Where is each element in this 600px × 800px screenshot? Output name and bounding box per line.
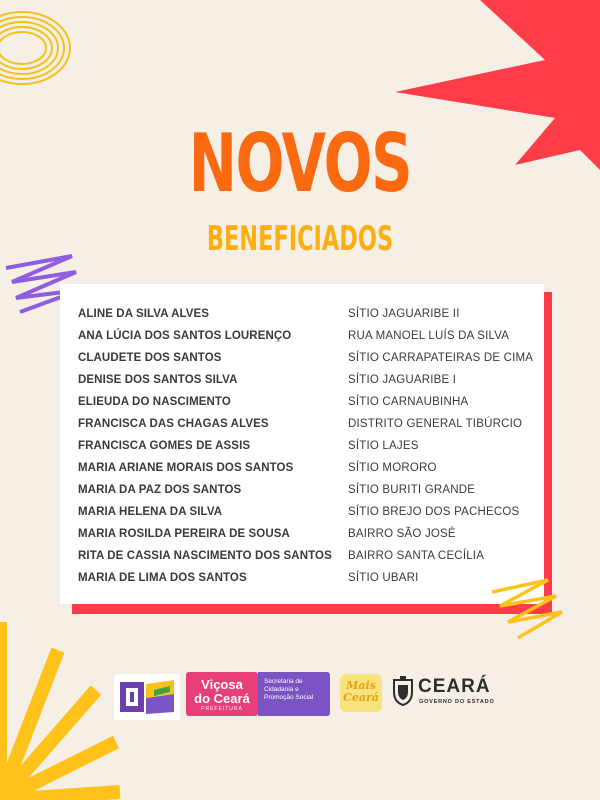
vicosa-line3: PREFEITURA [201,706,243,712]
secretaria-line2: Cidadania e [264,686,299,693]
yellow-zigzag-icon [492,580,562,638]
mais-ceara-line2: Ceará [343,691,379,704]
beneficiary-name: MARIA DE LIMA DOS SANTOS [78,572,247,584]
beneficiary-place: SÍTIO LAJES [348,440,419,452]
secretaria-line1: Secretaria de [264,678,303,685]
beneficiary-place: BAIRRO SÃO JOSÉ [348,528,456,540]
beneficiary-place: SÍTIO CARRAPATEIRAS DE CIMA [348,352,534,364]
beneficiary-name: RITA DE CASSIA NASCIMENTO DOS SANTOS [78,550,332,562]
secretaria-logo [258,672,330,716]
secretaria-line3: Promoção Social [264,694,314,701]
mais-ceara-logo [340,674,382,712]
beneficiary-name: ANA LÚCIA DOS SANTOS LOURENÇO [78,330,292,342]
vicosa-line2: do Ceará [194,691,250,706]
beneficiary-name: ALINE DA SILVA ALVES [78,308,210,320]
gov-ceara-subtitle: GOVERNO DO ESTADO [419,699,495,705]
vicosa-line1: Viçosa [201,677,243,692]
beneficiary-place: BAIRRO SANTA CECÍLIA [348,550,485,562]
page-subtitle: BENEFICIADOS [206,219,394,259]
beneficiary-place: SÍTIO UBARI [348,572,419,584]
municipal-emblem-logo [114,674,180,720]
beneficiary-place: SÍTIO CARNAUBINHA [348,396,469,408]
mais-ceara-line1: Mais [346,679,376,692]
beneficiary-place: SÍTIO JAGUARIBE II [348,308,460,320]
beneficiary-name: ELIEUDA DO NASCIMENTO [78,396,231,408]
beneficiary-name: DENISE DOS SANTOS SILVA [78,374,238,386]
beneficiary-place: DISTRITO GENERAL TIBÚRCIO [348,418,523,430]
beneficiary-name: FRANCISCA GOMES DE ASSIS [78,440,251,452]
beneficiary-name: MARIA DA PAZ DOS SANTOS [78,484,242,496]
beneficiary-name: CLAUDETE DOS SANTOS [78,352,222,364]
beneficiary-name: MARIA ROSILDA PEREIRA DE SOUSA [78,528,290,540]
state-crest-icon [392,676,414,706]
emblem-icon [114,674,180,720]
beneficiary-name: MARIA HELENA DA SILVA [78,506,223,518]
beneficiary-place: SÍTIO BREJO DOS PACHECOS [348,506,520,518]
beneficiary-name: FRANCISCA DAS CHAGAS ALVES [78,418,269,430]
beneficiary-place: SÍTIO JAGUARIBE I [348,374,457,386]
page-title: NOVOS [188,117,412,210]
beneficiary-place: SÍTIO MORORO [348,462,437,474]
gov-ceara-word: CEARÁ [418,676,491,697]
vicosa-logo [186,672,258,716]
beneficiary-name: MARIA ARIANE MORAIS DOS SANTOS [78,462,294,474]
beneficiary-place: SÍTIO BURITI GRANDE [348,484,476,496]
beneficiary-place: RUA MANOEL LUÍS DA SILVA [348,330,510,342]
